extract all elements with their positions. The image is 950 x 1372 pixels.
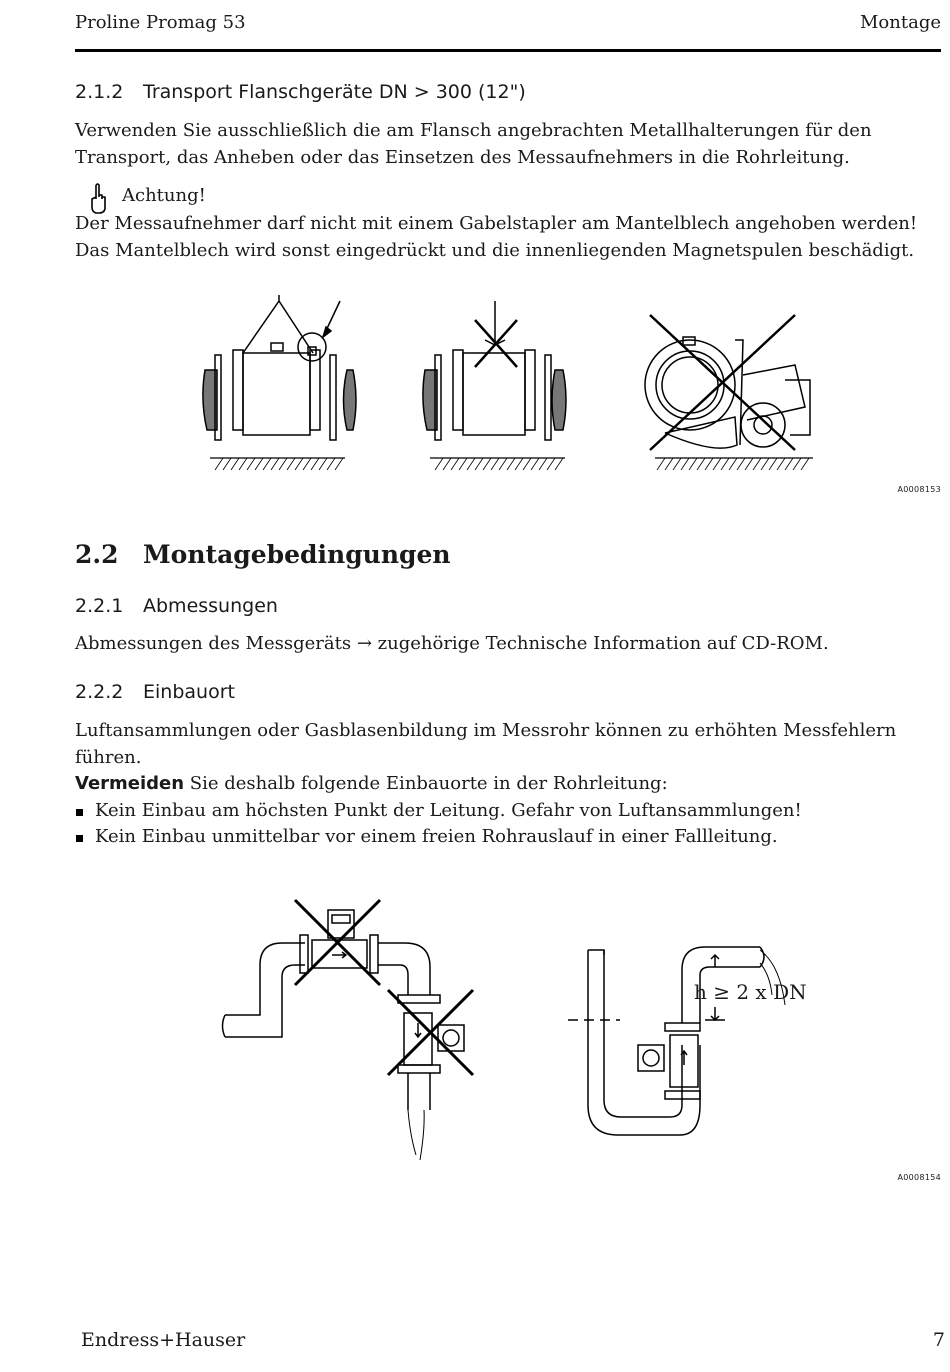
transport-figure — [195, 295, 825, 475]
abmessungen-text-after: zugehörige Technische Information auf CD-ROM. — [377, 633, 829, 654]
section-221-number: 2.2.1 — [75, 595, 124, 617]
transport-paragraph — [75, 118, 935, 171]
header-chapter-title: Montage — [860, 12, 941, 33]
arrow-right-icon: → — [356, 633, 372, 654]
bullet-text-2: Kein Einbau unmittelbar vor einem freien Rohrauslauf in einer Fallleitung. — [95, 826, 778, 847]
figure-1-id: A0008153 — [897, 485, 941, 494]
bullet-text-1: Kein Einbau am höchsten Punkt der Leitung. Gefahr von Luftansammlungen! — [95, 799, 802, 821]
list-item — [75, 824, 935, 851]
highest-point-drawing — [223, 900, 474, 1160]
caution-text — [75, 211, 935, 264]
section-221-title: Abmessungen — [143, 595, 278, 617]
caution-line-1: Der Messaufnehmer darf nicht mit einem Gabelstapler am Mantelblech angehoben werden! — [75, 213, 918, 234]
header-rule — [75, 49, 941, 52]
header-document-title: Proline Promag 53 — [75, 12, 246, 33]
abmessungen-paragraph — [75, 631, 935, 658]
transport-correct-drawing — [203, 295, 356, 470]
einbauort-line-3-rest: Sie deshalb folgende Einbauorte in der Rohrleitung: — [184, 773, 668, 794]
einbauort-paragraph — [75, 718, 935, 851]
transport-line-2: Transport, das Anheben oder das Einsetzen des Messaufnehmers in die Rohrleitung. — [75, 146, 850, 168]
section-22-number: 2.2 — [75, 540, 119, 569]
section-222-heading — [75, 681, 235, 703]
section-212-number: 2.1.2 — [75, 81, 124, 103]
section-222-number: 2.2.2 — [75, 681, 124, 703]
section-212-title: Transport Flanschgeräte DN > 300 (12") — [143, 81, 526, 103]
transport-wrong-drawing-forklift — [645, 315, 813, 470]
section-22-heading — [75, 540, 451, 569]
bullet-icon — [76, 809, 83, 816]
height-label: h ≥ 2 x DN — [694, 980, 807, 1004]
figure-2-id: A0008154 — [897, 1173, 941, 1182]
page-number: 7 — [932, 1329, 945, 1351]
transport-wrong-drawing-1 — [423, 301, 566, 470]
einbauort-line-3 — [75, 771, 935, 798]
section-222-title: Einbauort — [143, 681, 235, 703]
caution-label: Achtung! — [122, 185, 206, 206]
einbauort-line-1: Luftansammlungen oder Gasblasenbildung im Messrohr können zu erhöhten Messfehlern — [75, 720, 897, 741]
list-item — [75, 798, 935, 825]
installation-figure — [220, 895, 800, 1170]
section-22-title: Montagebedingungen — [143, 540, 451, 569]
bullet-icon — [76, 835, 83, 842]
section-212-heading — [75, 81, 526, 103]
einbauort-line-2: führen. — [75, 746, 142, 768]
footer-brand: Endress+Hauser — [81, 1329, 246, 1351]
caution-line-2: Das Mantelblech wird sonst eingedrückt und die innenliegenden Magnetspulen beschädigt. — [75, 239, 915, 261]
transport-line-1: Verwenden Sie ausschließlich die am Flansch angebrachten Metallhalterungen für den — [75, 120, 872, 141]
einbauort-emphasis: Vermeiden — [75, 773, 185, 794]
section-221-heading — [75, 595, 278, 617]
free-outlet-drawing — [568, 947, 785, 1135]
abmessungen-text-before: Abmessungen des Messgeräts — [75, 633, 352, 654]
